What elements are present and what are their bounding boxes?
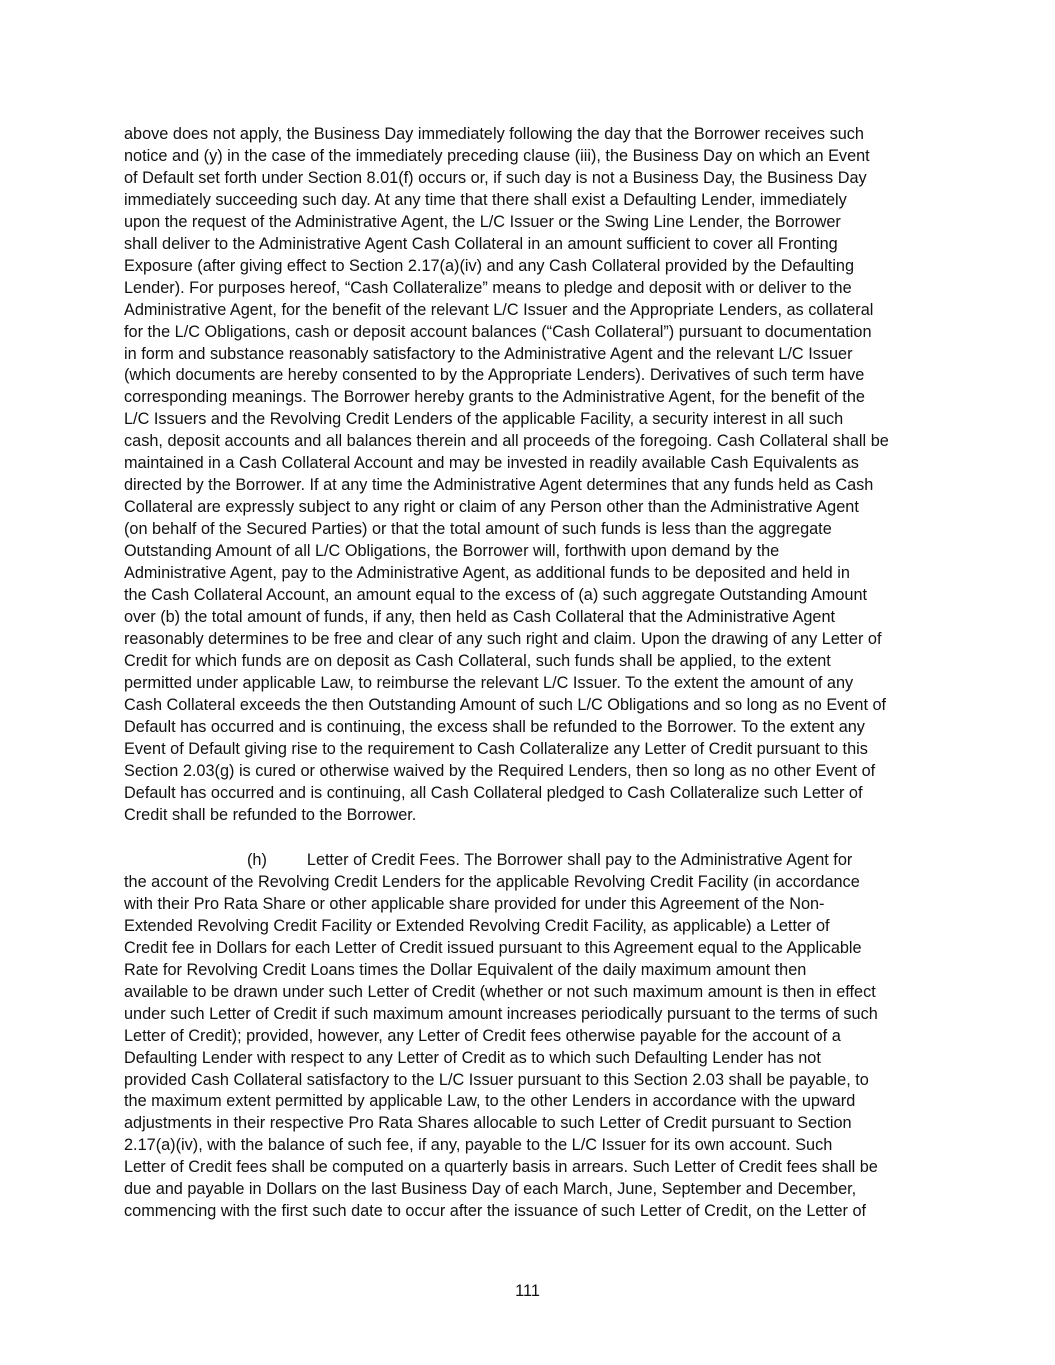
text-line: upon the request of the Administrative Agent, the L/C Issuer or the Swing Line Lender, the Borrower	[124, 212, 841, 231]
paragraph-cash-collateral	[124, 124, 936, 827]
text-line: directed by the Borrower. If at any time the Administrative Agent determines that any funds held as Cash	[124, 476, 874, 495]
text-line: Exposure (after giving effect to Section 2.17(a)(iv) and any Cash Collateral provided by the Defaulting	[124, 256, 855, 275]
section-label: (h)	[247, 851, 267, 869]
text-line: Section 2.03(g) is cured or otherwise waived by the Required Lenders, then so long as no other Event of	[124, 761, 876, 780]
text-line: 2.17(a)(iv), with the balance of such fee, if any, payable to the L/C Issuer for its own account. Such	[124, 1136, 833, 1155]
text-line: notice and (y) in the case of the immediately preceding clause (iii), the Business Day on which an Event	[124, 146, 870, 165]
text-line: available to be drawn under such Letter of Credit (whether or not such maximum amount is then in effect	[124, 982, 876, 1001]
text-line: provided Cash Collateral satisfactory to the L/C Issuer pursuant to this Section 2.03 shall be payable, to	[124, 1070, 869, 1089]
text-line: Event of Default giving rise to the requirement to Cash Collateralize any Letter of Credit pursuant to this	[124, 739, 868, 758]
text-line: for the L/C Obligations, cash or deposit account balances (“Cash Collateral”) pursuant to documentation	[124, 322, 872, 341]
text-line: Outstanding Amount of all L/C Obligations, the Borrower will, forthwith upon demand by the	[124, 542, 780, 561]
text-line: Cash Collateral exceeds the then Outstanding Amount of such L/C Obligations and so long as no Event of	[124, 695, 887, 714]
text-line: Administrative Agent, pay to the Administrative Agent, as additional funds to be deposited and held in	[124, 564, 850, 583]
text-line: (on behalf of the Secured Parties) or that the total amount of such funds is less than the aggregate	[124, 520, 832, 539]
text-line: corresponding meanings. The Borrower hereby grants to the Administrative Agent, for the benefit of the	[124, 388, 865, 407]
text-line: the maximum extent permitted by applicable Law, to the other Lenders in accordance with the upward	[124, 1092, 856, 1111]
section-heading-text: Letter of Credit Fees. The Borrower shall pay to the Administrative Agent for	[306, 851, 853, 869]
page-number: 111	[515, 1282, 540, 1300]
text-line: maintained in a Cash Collateral Account and may be invested in readily available Cash Equivalents as	[124, 454, 859, 473]
text-line: immediately succeeding such day. At any time that there shall exist a Defaulting Lender, immediately	[124, 190, 847, 209]
text-line: with their Pro Rata Share or other applicable share provided for under this Agreement of the Non-	[124, 894, 825, 913]
text-line: the Cash Collateral Account, an amount equal to the excess of (a) such aggregate Outstanding Amount	[124, 586, 868, 605]
text-line: Lender). For purposes hereof, “Cash Collateralize” means to pledge and deposit with or deliver to the	[124, 278, 852, 297]
text-line: Collateral are expressly subject to any right or claim of any Person other than the Administrative Agent	[124, 498, 859, 517]
text-line: in form and substance reasonably satisfactory to the Administrative Agent and the relevant L/C Issuer	[124, 344, 853, 363]
text-line: Rate for Revolving Credit Loans times the Dollar Equivalent of the daily maximum amount then	[124, 960, 807, 979]
paragraph-first-line	[124, 850, 936, 872]
text-line: Credit fee in Dollars for each Letter of Credit issued pursuant to this Agreement equal to the Applicable	[124, 938, 862, 957]
text-line: reasonably determines to be free and clear of any such right and claim. Upon the drawing of any Letter of	[124, 629, 882, 648]
text-line: the account of the Revolving Credit Lenders for the applicable Revolving Credit Facility (in accordance	[124, 872, 860, 891]
text-line: commencing with the first such date to occur after the issuance of such Letter of Credit, on the Letter of	[124, 1202, 867, 1221]
text-line: under such Letter of Credit if such maximum amount increases periodically pursuant to the terms of such	[124, 1004, 878, 1023]
text-line: Default has occurred and is continuing, the excess shall be refunded to the Borrower. To the extent any	[124, 717, 865, 736]
text-line: shall deliver to the Administrative Agent Cash Collateral in an amount sufficient to cover all Fronting	[124, 234, 838, 253]
text-line: L/C Issuers and the Revolving Credit Lenders of the applicable Facility, a security interest in all such	[124, 410, 844, 429]
paragraph-body	[124, 872, 936, 1223]
text-line: above does not apply, the Business Day immediately following the day that the Borrower receives such	[124, 125, 864, 143]
text-line: due and payable in Dollars on the last Business Day of each March, June, September and December,	[124, 1180, 857, 1199]
text-line: (which documents are hereby consented to by the Appropriate Lenders). Derivatives of such term have	[124, 366, 865, 385]
text-line: over (b) the total amount of funds, if any, then held as Cash Collateral that the Administrative Agent	[124, 607, 836, 626]
text-line: Defaulting Lender with respect to any Letter of Credit as to which such Defaulting Lender has not	[124, 1048, 821, 1067]
text-line: permitted under applicable Law, to reimburse the relevant L/C Issuer. To the extent the amount of any	[124, 673, 854, 692]
text-line: of Default set forth under Section 8.01(f) occurs or, if such day is not a Business Day, the Business Day	[124, 168, 867, 187]
text-line: adjustments in their respective Pro Rata Shares allocable to such Letter of Credit pursuant to Section	[124, 1114, 852, 1133]
text-line: Extended Revolving Credit Facility or Extended Revolving Credit Facility, as applicable) a Letter of	[124, 916, 830, 935]
paragraph-letter-of-credit-fees	[124, 850, 936, 1223]
text-line: Letter of Credit); provided, however, any Letter of Credit fees otherwise payable for the account of a	[124, 1026, 841, 1045]
text-line: Administrative Agent, for the benefit of the relevant L/C Issuer and the Appropriate Lenders, as collateral	[124, 300, 874, 319]
text-line: Letter of Credit fees shall be computed on a quarterly basis in arrears. Such Letter of Credit fees shall be	[124, 1158, 878, 1177]
text-line: cash, deposit accounts and all balances therein and all proceeds of the foregoing. Cash Collateral shall be	[124, 432, 889, 451]
text-line: Credit for which funds are on deposit as Cash Collateral, such funds shall be applied, to the extent	[124, 651, 831, 670]
text-line: Default has occurred and is continuing, all Cash Collateral pledged to Cash Collateralize such Letter of	[124, 783, 863, 802]
text-line: Credit shall be refunded to the Borrower.	[124, 805, 417, 824]
